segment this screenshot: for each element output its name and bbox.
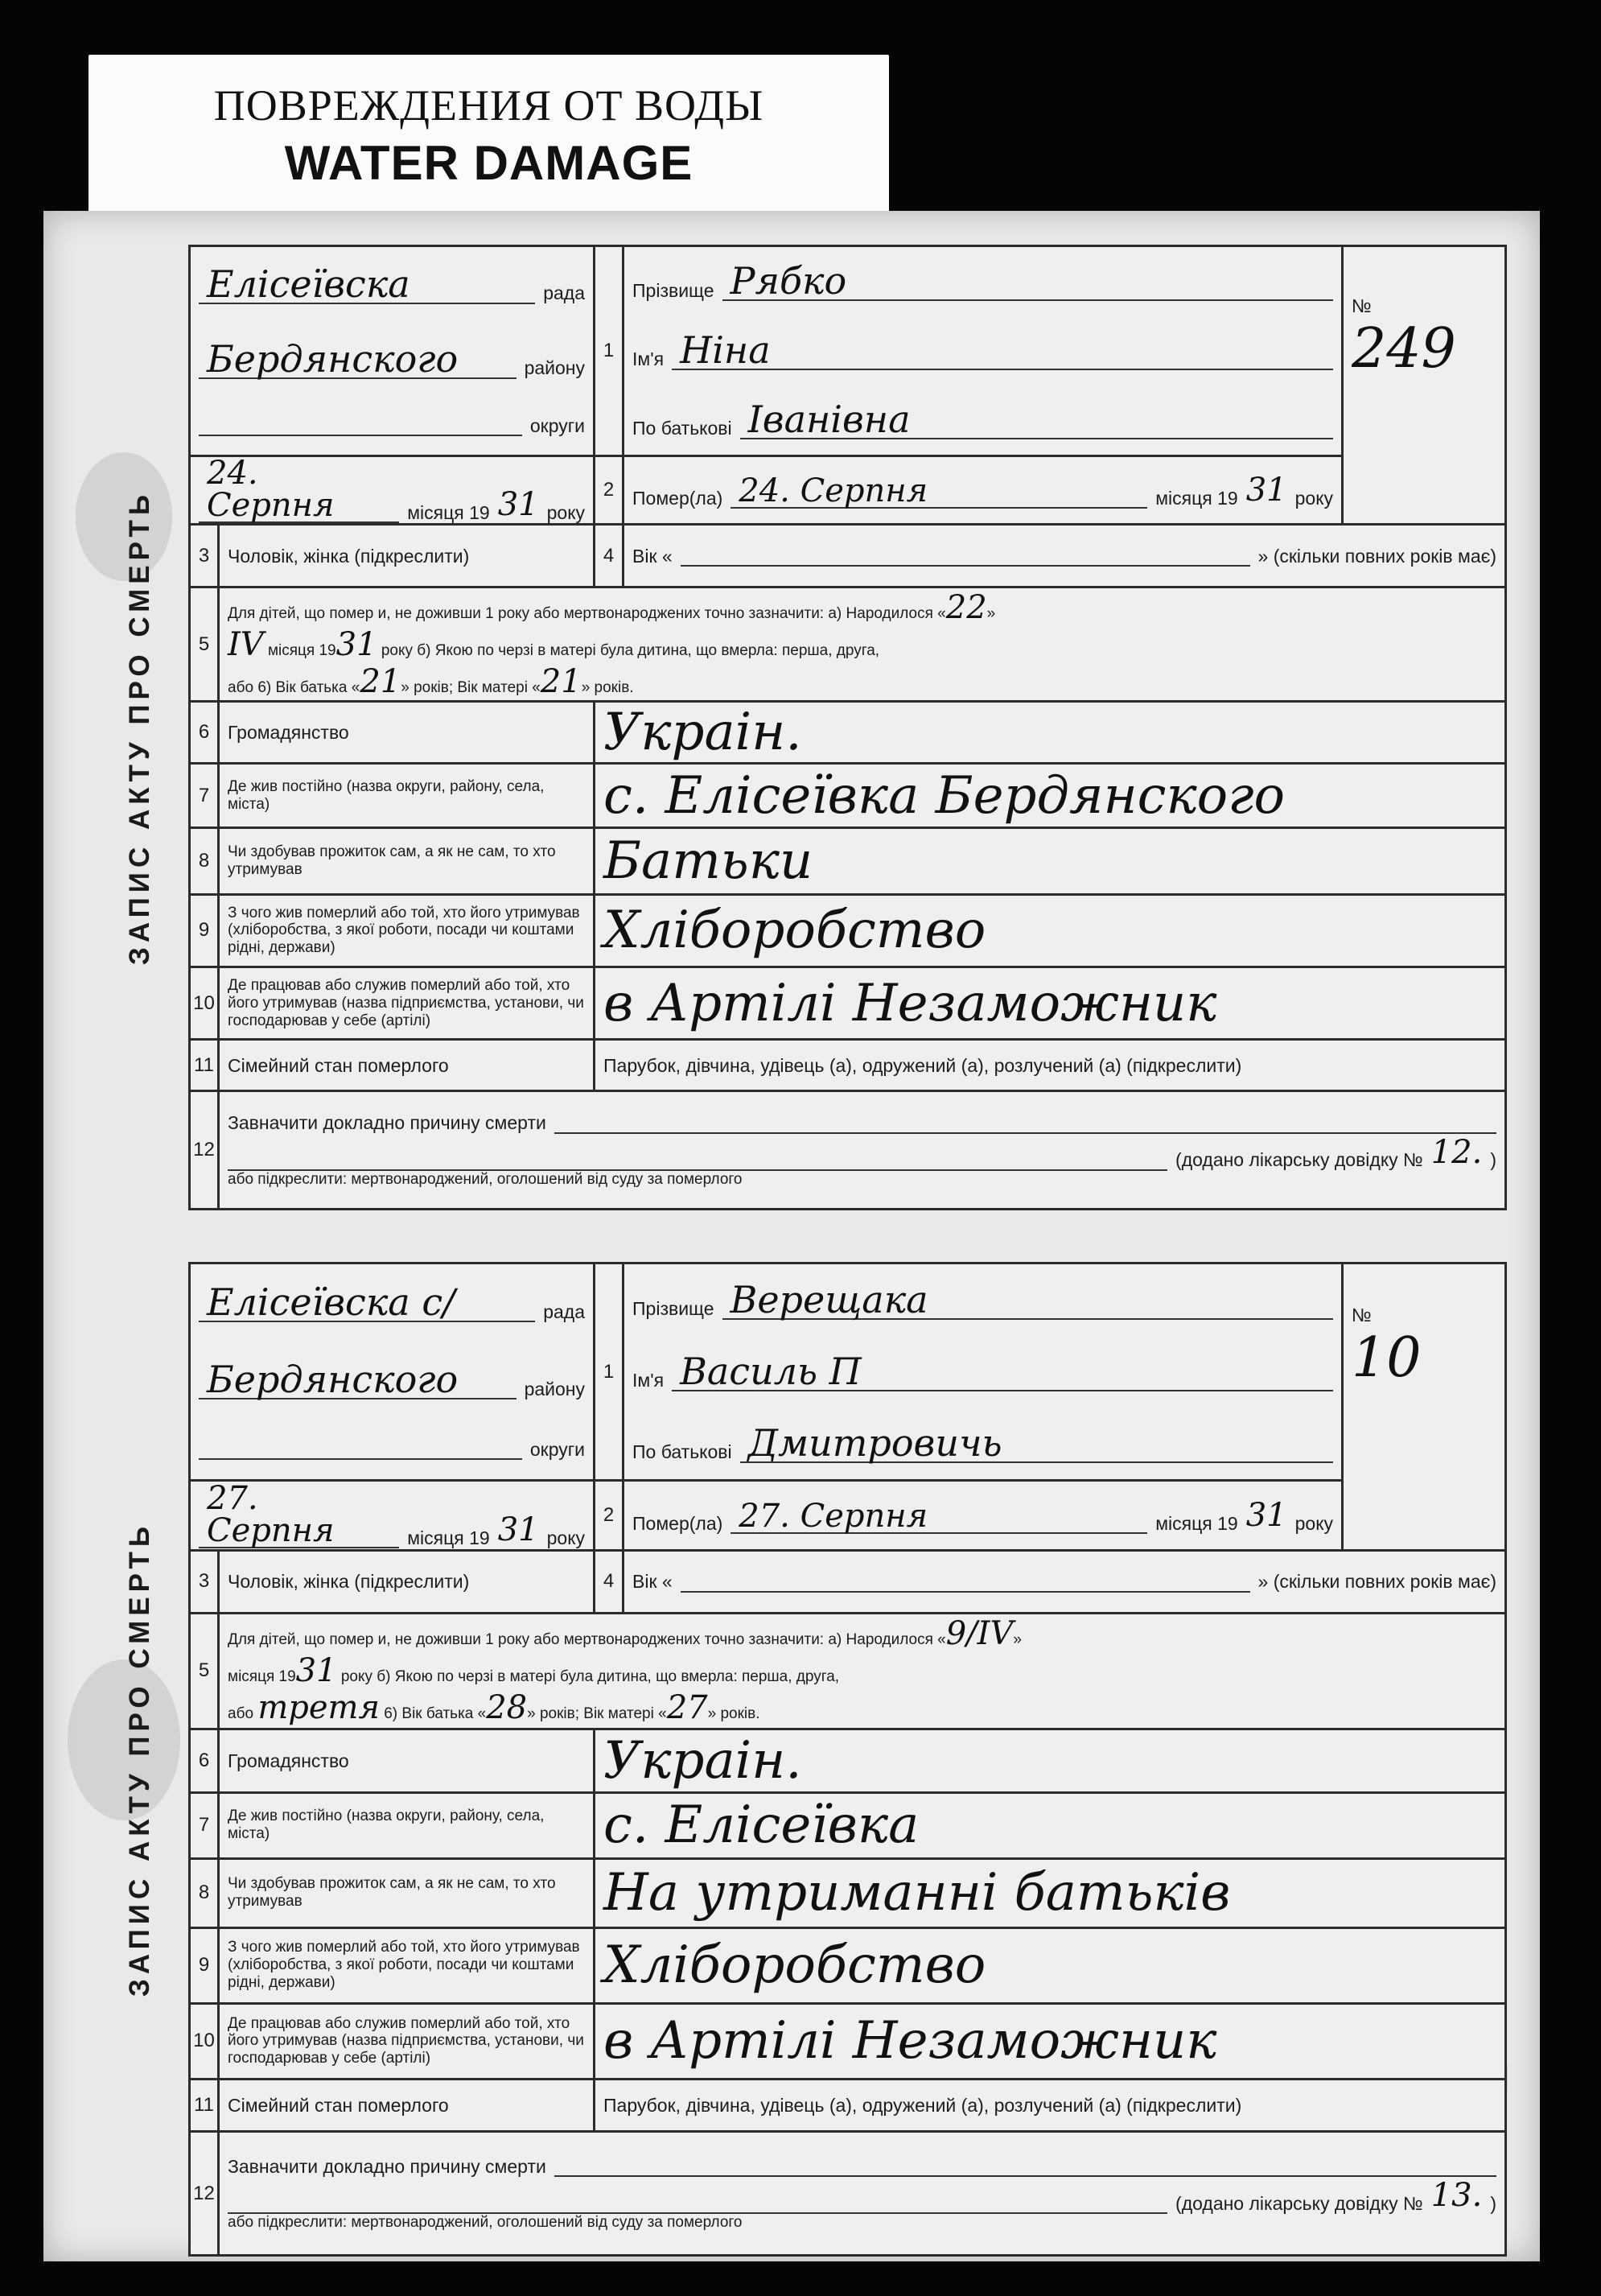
field-number: 11 <box>190 1040 219 1091</box>
field-number: 4 <box>595 525 624 587</box>
death-record-1 <box>124 245 1504 1210</box>
raion-value: Бердянского <box>199 340 517 379</box>
name-value: Василь П <box>672 1353 1333 1391</box>
field-number: 3 <box>190 525 219 587</box>
children-field: Для дітей, що помер и, не доживши 1 року або мертвонароджених точно зазначити: а) Народилося «9/IV» місяця 1931 року б) Якою по черзі в матері була дитина, що вмерла: перша, друга, або третя 6) Вік батька «28» років; Вік матері «27» років. <box>219 1613 1506 1729</box>
means-value: Хліборобство <box>595 1927 1506 2003</box>
field-number: 5 <box>190 1613 219 1729</box>
citizenship-label: Громадянство <box>219 701 595 763</box>
field-number: 10 <box>190 967 219 1039</box>
certificate-number: 13. <box>1430 2177 1483 2214</box>
rada-block: Елісеївска рада Бердянского району округи <box>190 246 595 456</box>
field-number: 12 <box>190 1091 219 1210</box>
income-label: Чи здобував прожиток сам, а як не сам, то хто утримував <box>219 1858 595 1927</box>
children-field: Для дітей, що помер и, не доживши 1 року або мертвонароджених точно зазначити: а) Народилося «22» IV місяця 1931 року б) Якою по черзі в матері була дитина, що вмерла: перша, друга, або 6) Вік батька «21» років; Вік матері «21» років. <box>219 587 1506 701</box>
age-field: Вік « » (скільки повних років має) <box>624 525 1506 587</box>
field-number: 3 <box>190 1551 219 1614</box>
field-number: 9 <box>190 894 219 967</box>
entry-date-block: 24. Серпня місяця 19 31 року <box>190 455 595 524</box>
registration-number: 249 <box>1352 317 1456 381</box>
registration-number: 10 <box>1352 1326 1422 1390</box>
name-block: Прізвище Верещака Ім'я Василь П По батькові Дмитровичь <box>624 1263 1343 1481</box>
name-block: Прізвище Рябко Ім'я Ніна По батькові Іванівна <box>624 246 1343 456</box>
age-field: Вік « » (скільки повних років має) <box>624 1551 1506 1614</box>
rada-value: Елісеївска <box>199 266 535 304</box>
entry-date-block: 27. Серпня місяця 19 31 року <box>190 1481 595 1551</box>
marital-label: Сімейний стан померлого <box>219 1040 595 1091</box>
means-label: З чого жив померлий або той, хто його утримував (хліборобства, з якої роботи, посади чи коштами рідні, держави) <box>219 894 595 967</box>
citizenship-label: Громадянство <box>219 1729 595 1793</box>
field-number: 6 <box>190 701 219 763</box>
certificate-number: 12. <box>1430 1133 1483 1171</box>
entry-date-value: 24. Серпня <box>199 457 399 523</box>
field-number: 12 <box>190 2132 219 2256</box>
field-number: 7 <box>190 1792 219 1858</box>
marital-options: Парубок, дівчина, удівець (а), одружений (а), розлучений (а) (підкреслити) <box>595 1040 1506 1091</box>
sex-field: Чоловік, жінка (підкреслити) <box>219 1551 595 1614</box>
means-label: З чого жив померлий або той, хто його утримував (хліборобства, з якої роботи, посади чи коштами рідні, держави) <box>219 1927 595 2003</box>
field-number: 1 <box>595 246 624 456</box>
income-label: Чи здобував прожиток сам, а як не сам, то хто утримував <box>219 828 595 894</box>
field-number: 7 <box>190 764 219 828</box>
entry-date-value: 27. Серпня <box>199 1482 399 1548</box>
death-record-2 <box>124 1262 1504 2257</box>
rada-value: Елісеївска с/ <box>199 1284 535 1322</box>
side-title: ЗАПИС АКТУ ПРО СМЕРТЬ <box>124 1521 156 1997</box>
field-number: 8 <box>190 828 219 894</box>
field-number: 2 <box>595 455 624 524</box>
document-page <box>43 211 1540 2261</box>
banner-russian-text: ПОВРЕЖДЕНИЯ ОТ ВОДЫ <box>213 81 764 130</box>
work-value: в Артілі Незаможник <box>595 967 1506 1039</box>
sex-field: Чоловік, жінка (підкреслити) <box>219 525 595 587</box>
field-number: 2 <box>595 1481 624 1551</box>
death-date-value: 27. Серпня <box>731 1500 1147 1534</box>
banner-english-text: WATER DAMAGE <box>284 136 693 190</box>
side-title: ЗАПИС АКТУ ПРО СМЕРТЬ <box>124 489 156 966</box>
name-value: Ніна <box>672 332 1333 370</box>
cause-of-death-field: Завначити докладно причину смерти (додано лікарську довідку № 13. ) або підкреслити: мертвонароджений, оголошений від суду за померлого <box>219 2132 1506 2256</box>
patronymic-value: Дмитровичь <box>740 1424 1333 1463</box>
residence-value: с. Елісеївка Бердянского <box>595 764 1506 828</box>
registration-number-cell: № 249 <box>1343 246 1506 525</box>
registration-number-cell: № 10 <box>1343 1263 1506 1551</box>
raion-value: Бердянского <box>199 1361 517 1399</box>
okrug-value <box>199 1458 522 1460</box>
death-date-block: Помер(ла) 27. Серпня місяця 19 31 року <box>624 1481 1343 1551</box>
residence-value: с. Елісеївка <box>595 1792 1506 1858</box>
income-value: На утриманні батьків <box>595 1858 1506 1927</box>
marital-label: Сімейний стан померлого <box>219 2079 595 2131</box>
death-date-block: Помер(ла) 24. Серпня місяця 19 31 року <box>624 455 1343 524</box>
death-date-value: 24. Серпня <box>731 475 1147 509</box>
residence-label: Де жив постійно (назва округи, району, села, міста) <box>219 1792 595 1858</box>
citizenship-value: Украін. <box>595 701 1506 763</box>
marital-options: Парубок, дівчина, удівець (а), одружений (а), розлучений (а) (підкреслити) <box>595 2079 1506 2131</box>
field-number: 11 <box>190 2079 219 2131</box>
work-label: Де працював або служив померлий або той, хто його утримував (назва підприємства, установи, чи господарював у себе (артілі) <box>219 967 595 1039</box>
cause-of-death-field: Завначити докладно причину смерти (додано лікарську довідку № 12. ) або підкреслити: мертвонароджений, оголошений від суду за померлого <box>219 1091 1506 1210</box>
citizenship-value: Украін. <box>595 1729 1506 1793</box>
field-number: 10 <box>190 2003 219 2079</box>
income-value: Батьки <box>595 828 1506 894</box>
residence-label: Де жив постійно (назва округи, району, села, міста) <box>219 764 595 828</box>
rada-block: Елісеївска с/ рада Бердянского району округи <box>190 1263 595 1481</box>
okrug-value <box>199 435 522 436</box>
patronymic-value: Іванівна <box>740 401 1333 439</box>
means-value: Хліборобство <box>595 894 1506 967</box>
work-label: Де працював або служив померлий або той, хто його утримував (назва підприємства, установи, чи господарював у себе (артілі) <box>219 2003 595 2079</box>
surname-value: Верещака <box>722 1281 1333 1320</box>
field-number: 8 <box>190 1858 219 1927</box>
field-number: 4 <box>595 1551 624 1614</box>
field-number: 5 <box>190 587 219 701</box>
field-number: 6 <box>190 1729 219 1793</box>
field-number: 1 <box>595 1263 624 1481</box>
field-number: 9 <box>190 1927 219 2003</box>
surname-value: Рябко <box>722 262 1333 301</box>
work-value: в Артілі Незаможник <box>595 2003 1506 2079</box>
